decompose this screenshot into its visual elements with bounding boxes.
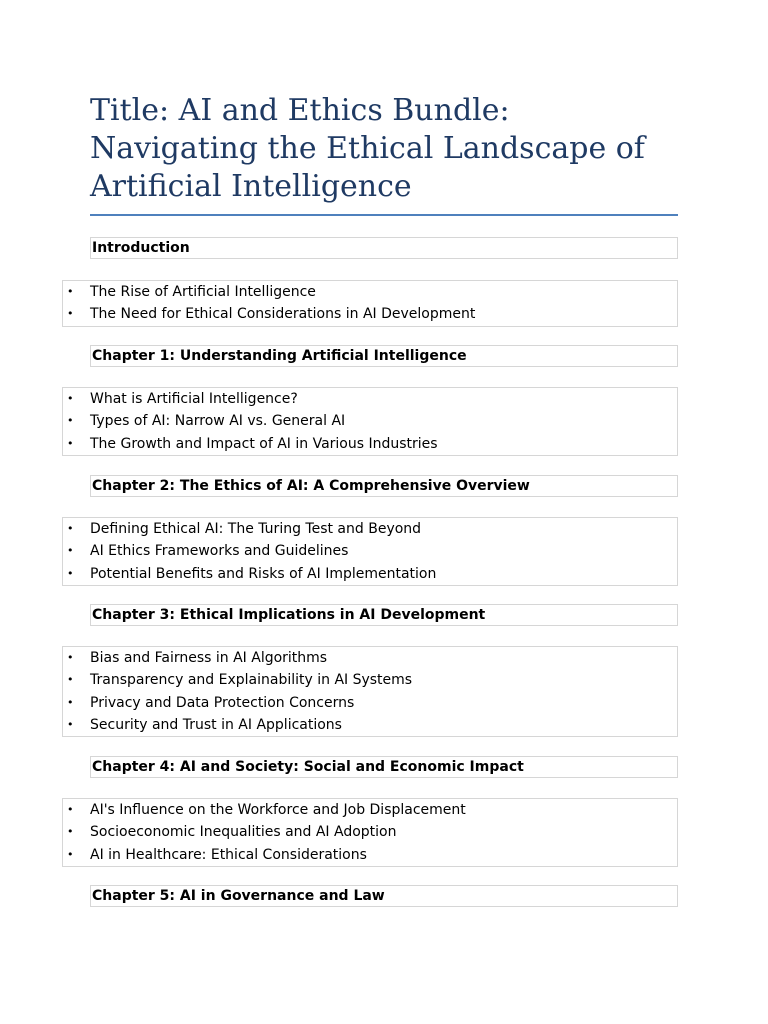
list-item	[63, 388, 677, 410]
section-heading-chapter-3: Chapter 3: Ethical Implications in AI Development	[90, 604, 678, 626]
document-title: Title: AI and Ethics Bundle: Navigating the Ethical Landscape of Artificial Intelligence	[90, 93, 645, 204]
section-heading-chapter-5: Chapter 5: AI in Governance and Law	[90, 885, 678, 907]
list-item-text: Security and Trust in AI Applications	[90, 716, 342, 733]
list-item	[63, 303, 677, 325]
section-list-chapter-1	[62, 387, 678, 456]
list-item-text: Bias and Fairness in AI Algorithms	[90, 650, 328, 666]
bullet-icon: •	[67, 566, 74, 580]
bullet-icon: •	[67, 717, 74, 731]
list-item	[63, 410, 677, 432]
bullet-icon: •	[67, 414, 74, 428]
bullet-icon: •	[67, 695, 74, 709]
section-list-chapter-2	[62, 517, 678, 586]
list-item	[63, 563, 677, 585]
title-underline	[90, 214, 678, 216]
list-item-text: Potential Benefits and Risks of AI Implementation	[90, 565, 437, 582]
bullet-icon: •	[67, 651, 74, 664]
bullet-icon: •	[67, 673, 74, 687]
bullet-icon: •	[67, 847, 74, 861]
list-item-text: Privacy and Data Protection Concerns	[90, 694, 355, 711]
list-item-text: The Growth and Impact of AI in Various Industries	[90, 435, 438, 452]
list-item	[63, 540, 677, 562]
list-item-text: Types of AI: Narrow AI vs. General AI	[90, 413, 346, 430]
list-item	[63, 669, 677, 691]
list-item	[63, 647, 677, 669]
list-item-text: The Need for Ethical Considerations in AI Development	[90, 306, 476, 323]
list-item	[63, 714, 677, 736]
bullet-icon: •	[67, 825, 74, 839]
list-item-text: AI in Healthcare: Ethical Considerations	[90, 846, 367, 863]
bullet-icon: •	[67, 803, 74, 816]
section-heading-introduction: Introduction	[90, 237, 678, 259]
list-item-text: Transparency and Explainability in AI Systems	[90, 672, 413, 689]
list-item-text: What is Artificial Intelligence?	[90, 391, 298, 407]
section-list-introduction	[62, 280, 678, 327]
section-list-chapter-3	[62, 646, 678, 737]
section-heading-chapter-4: Chapter 4: AI and Society: Social and Economic Impact	[90, 756, 678, 778]
bullet-icon: •	[67, 522, 74, 535]
bullet-icon: •	[67, 285, 74, 298]
list-item-text: Socioeconomic Inequalities and AI Adoption	[90, 824, 397, 841]
list-item-text: Defining Ethical AI: The Turing Test and Beyond	[90, 521, 422, 537]
list-item-text: AI's Influence on the Workforce and Job Displacement	[90, 802, 466, 818]
list-item	[63, 518, 677, 540]
bullet-icon: •	[67, 544, 74, 558]
bullet-icon: •	[67, 392, 74, 405]
section-heading-chapter-2: Chapter 2: The Ethics of AI: A Comprehensive Overview	[90, 475, 678, 497]
bullet-icon: •	[67, 307, 74, 321]
list-item	[63, 844, 677, 866]
list-item	[63, 799, 677, 821]
list-item-text: The Rise of Artificial Intelligence	[90, 284, 316, 300]
list-item	[63, 821, 677, 843]
list-item-text: AI Ethics Frameworks and Guidelines	[90, 543, 349, 560]
list-item	[63, 281, 677, 303]
list-item	[63, 433, 677, 455]
bullet-icon: •	[67, 436, 74, 450]
list-item	[63, 692, 677, 714]
section-heading-chapter-1: Chapter 1: Understanding Artificial Intelligence	[90, 345, 678, 367]
section-list-chapter-4	[62, 798, 678, 867]
